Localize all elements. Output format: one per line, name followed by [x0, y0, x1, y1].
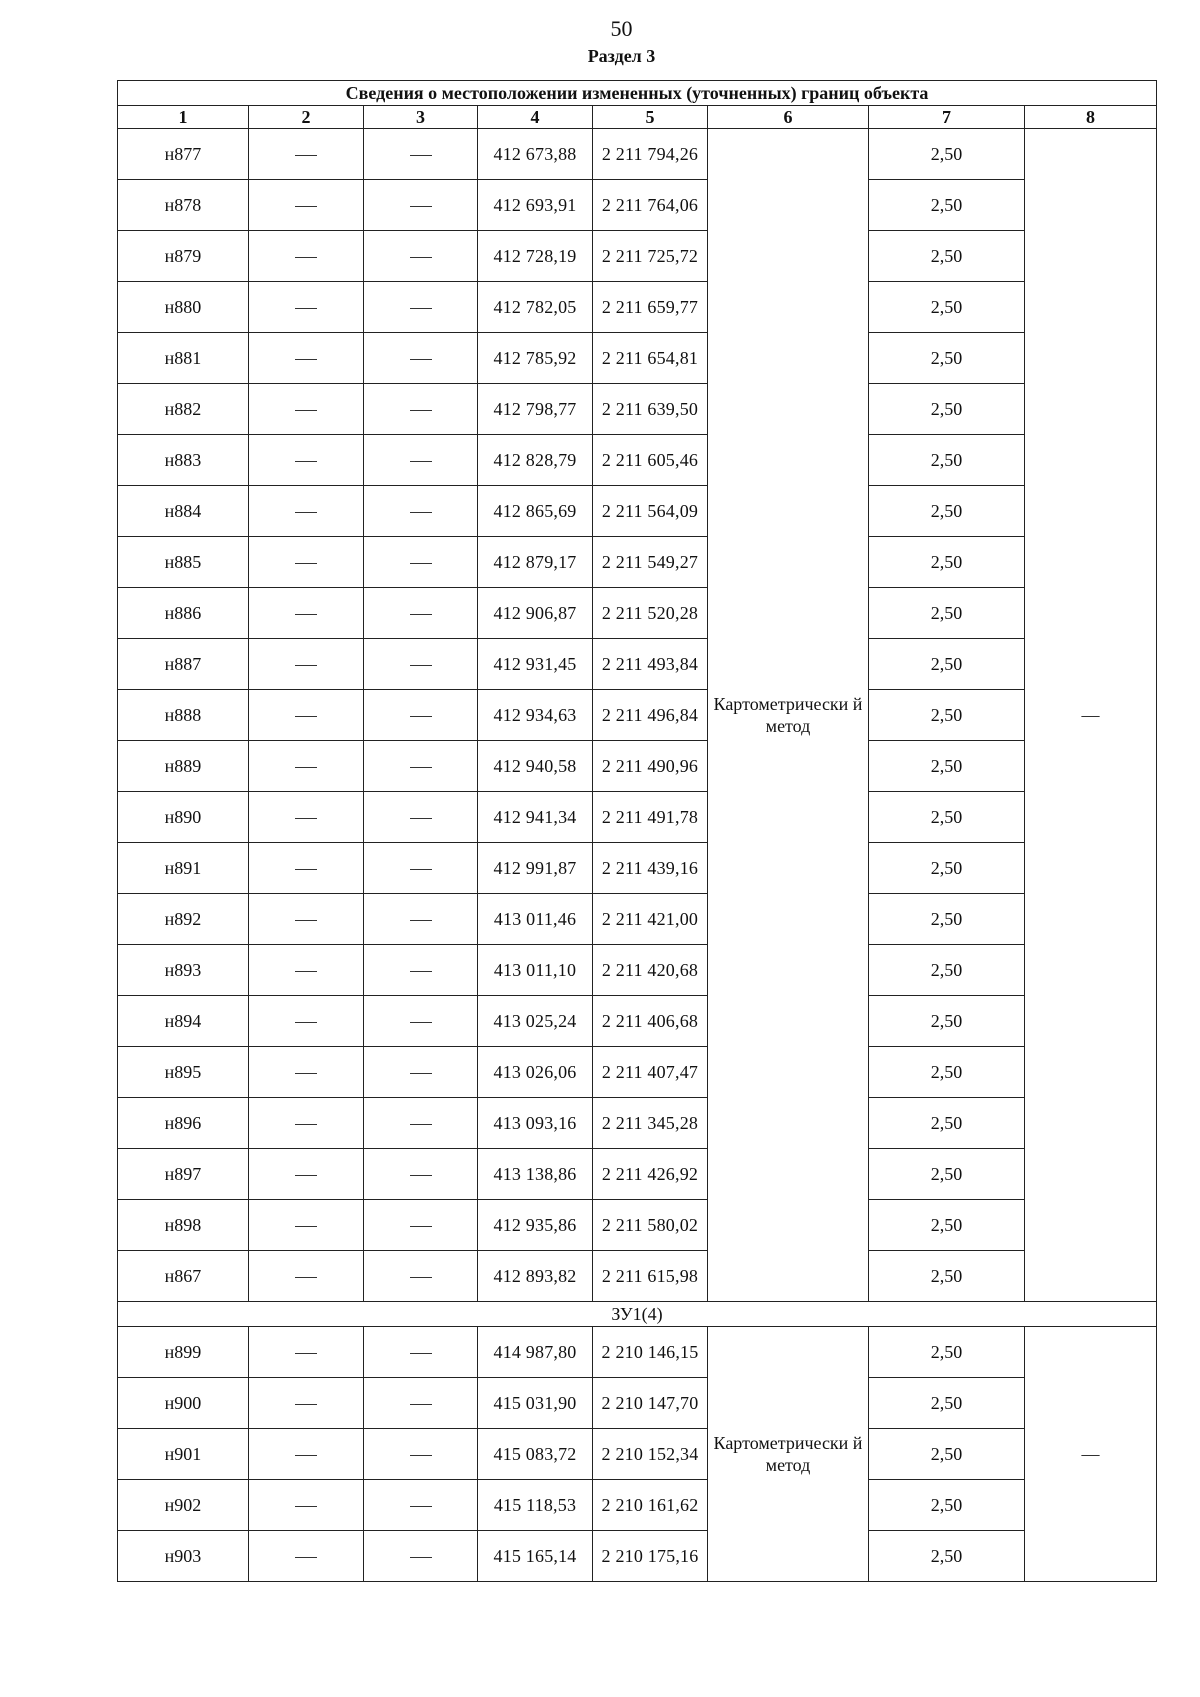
- point-name-cell: н885: [118, 537, 249, 588]
- dash-mark: [295, 1022, 317, 1023]
- coord-x-cell: 413 025,24: [478, 996, 593, 1047]
- coord-x-cell: 412 893,82: [478, 1251, 593, 1302]
- dash-mark: [410, 971, 432, 972]
- column-header-4: 4: [478, 106, 593, 129]
- dash-mark: [295, 461, 317, 462]
- col2-cell: [249, 843, 364, 894]
- dash-mark: [410, 1277, 432, 1278]
- accuracy-cell: 2,50: [869, 639, 1025, 690]
- accuracy-cell: 2,50: [869, 180, 1025, 231]
- table-row: [118, 435, 1157, 486]
- coord-x-cell: 412 782,05: [478, 282, 593, 333]
- coord-x-cell: 412 693,91: [478, 180, 593, 231]
- coord-x-cell: 412 785,92: [478, 333, 593, 384]
- col2-cell: [249, 129, 364, 180]
- column-header-7: 7: [869, 106, 1025, 129]
- dash-mark: [410, 1073, 432, 1074]
- dash-mark: [410, 818, 432, 819]
- dash-mark: [410, 665, 432, 666]
- dash-mark: [410, 869, 432, 870]
- accuracy-cell: 2,50: [869, 1098, 1025, 1149]
- dash-mark: [410, 1506, 432, 1507]
- dash-mark: [295, 818, 317, 819]
- accuracy-cell: 2,50: [869, 1251, 1025, 1302]
- coord-y-cell: 2 211 564,09: [593, 486, 708, 537]
- accuracy-cell: 2,50: [869, 333, 1025, 384]
- col2-cell: [249, 1480, 364, 1531]
- dash-mark: [295, 971, 317, 972]
- col2-cell: [249, 894, 364, 945]
- col3-cell: [364, 1098, 478, 1149]
- col2-cell: [249, 1149, 364, 1200]
- table-row: [118, 1251, 1157, 1302]
- col3-cell: [364, 690, 478, 741]
- col2-cell: [249, 945, 364, 996]
- coord-y-cell: 2 211 549,27: [593, 537, 708, 588]
- col3-cell: [364, 996, 478, 1047]
- dash-mark: [410, 308, 432, 309]
- dash-mark: [295, 716, 317, 717]
- table-row: [118, 588, 1157, 639]
- coord-x-cell: 412 673,88: [478, 129, 593, 180]
- section-title: Раздел 3: [587, 46, 656, 66]
- method-cell: Картометрически й метод: [708, 129, 869, 1302]
- boundary-coordinates-table: [117, 80, 1157, 1582]
- coord-x-cell: 415 118,53: [478, 1480, 593, 1531]
- col2-cell: [249, 333, 364, 384]
- accuracy-cell: 2,50: [869, 486, 1025, 537]
- dash-mark: [295, 1277, 317, 1278]
- col3-cell: [364, 1480, 478, 1531]
- dash-mark: [295, 1404, 317, 1405]
- dash-mark: [410, 512, 432, 513]
- coord-y-cell: 2 210 161,62: [593, 1480, 708, 1531]
- coord-y-cell: 2 211 491,78: [593, 792, 708, 843]
- accuracy-cell: 2,50: [869, 1480, 1025, 1531]
- col3-cell: [364, 1200, 478, 1251]
- dash-mark: [410, 767, 432, 768]
- col3-cell: [364, 741, 478, 792]
- table-row: [118, 1429, 1157, 1480]
- table-row: [118, 996, 1157, 1047]
- dash-mark: [295, 359, 317, 360]
- col3-cell: [364, 588, 478, 639]
- dash-mark: [295, 155, 317, 156]
- col2-cell: [249, 282, 364, 333]
- dash-mark: [295, 410, 317, 411]
- point-name-cell: н901: [118, 1429, 249, 1480]
- table-caption: Сведения о местоположении измененных (уточненных) границ объекта: [118, 81, 1157, 106]
- coord-y-cell: 2 210 175,16: [593, 1531, 708, 1582]
- accuracy-cell: 2,50: [869, 231, 1025, 282]
- point-name-cell: н889: [118, 741, 249, 792]
- point-name-cell: н881: [118, 333, 249, 384]
- col3-cell: [364, 180, 478, 231]
- accuracy-cell: 2,50: [869, 690, 1025, 741]
- point-name-cell: н880: [118, 282, 249, 333]
- accuracy-cell: 2,50: [869, 843, 1025, 894]
- table-body: [118, 129, 1157, 1582]
- accuracy-cell: 2,50: [869, 588, 1025, 639]
- table-row: [118, 690, 1157, 741]
- dash-mark: [410, 359, 432, 360]
- coord-y-cell: 2 211 605,46: [593, 435, 708, 486]
- group-label: ЗУ1(4): [118, 1302, 1157, 1327]
- col2-cell: [249, 741, 364, 792]
- col3-cell: [364, 282, 478, 333]
- point-name-cell: н883: [118, 435, 249, 486]
- table-row: [118, 129, 1157, 180]
- dash-mark: [410, 1353, 432, 1354]
- point-name-cell: н893: [118, 945, 249, 996]
- coord-y-cell: 2 211 794,26: [593, 129, 708, 180]
- table-row: [118, 741, 1157, 792]
- dash-mark: [410, 614, 432, 615]
- dash-mark: [410, 1022, 432, 1023]
- col3-cell: [364, 843, 478, 894]
- point-name-cell: н892: [118, 894, 249, 945]
- coord-y-cell: 2 211 406,68: [593, 996, 708, 1047]
- accuracy-cell: 2,50: [869, 537, 1025, 588]
- table-row: [118, 843, 1157, 894]
- col8-cell: —: [1025, 1327, 1157, 1582]
- col3-cell: [364, 894, 478, 945]
- coord-y-cell: 2 211 421,00: [593, 894, 708, 945]
- coord-x-cell: 412 906,87: [478, 588, 593, 639]
- dash-mark: [295, 563, 317, 564]
- col3-cell: [364, 792, 478, 843]
- dash-mark: [295, 1506, 317, 1507]
- col2-cell: [249, 1429, 364, 1480]
- page-number: 50: [610, 16, 633, 41]
- dash-mark: [410, 1226, 432, 1227]
- column-header-2: 2: [249, 106, 364, 129]
- col3-cell: [364, 639, 478, 690]
- col3-cell: [364, 435, 478, 486]
- dash-mark: [295, 308, 317, 309]
- col2-cell: [249, 435, 364, 486]
- coord-x-cell: 412 991,87: [478, 843, 593, 894]
- column-header-1: 1: [118, 106, 249, 129]
- col3-cell: [364, 1251, 478, 1302]
- point-name-cell: н899: [118, 1327, 249, 1378]
- table-row: [118, 1327, 1157, 1378]
- coord-y-cell: 2 211 520,28: [593, 588, 708, 639]
- coord-y-cell: 2 211 439,16: [593, 843, 708, 894]
- point-name-cell: н879: [118, 231, 249, 282]
- accuracy-cell: 2,50: [869, 1327, 1025, 1378]
- point-name-cell: н867: [118, 1251, 249, 1302]
- dash-mark: [295, 512, 317, 513]
- table-row: [118, 282, 1157, 333]
- point-name-cell: н886: [118, 588, 249, 639]
- dash-mark: [410, 1175, 432, 1176]
- col2-cell: [249, 1200, 364, 1251]
- table-row: [118, 894, 1157, 945]
- dash-mark: [410, 257, 432, 258]
- accuracy-cell: 2,50: [869, 1429, 1025, 1480]
- dash-mark: [410, 461, 432, 462]
- table-row: [118, 1531, 1157, 1582]
- accuracy-cell: 2,50: [869, 996, 1025, 1047]
- coord-y-cell: 2 211 407,47: [593, 1047, 708, 1098]
- col3-cell: [364, 1531, 478, 1582]
- coord-x-cell: 412 935,86: [478, 1200, 593, 1251]
- dash-mark: [295, 206, 317, 207]
- dash-mark: [295, 920, 317, 921]
- coord-x-cell: 413 138,86: [478, 1149, 593, 1200]
- coord-y-cell: 2 211 654,81: [593, 333, 708, 384]
- accuracy-cell: 2,50: [869, 129, 1025, 180]
- dash-mark: [410, 410, 432, 411]
- col3-cell: [364, 537, 478, 588]
- point-name-cell: н888: [118, 690, 249, 741]
- coord-y-cell: 2 211 659,77: [593, 282, 708, 333]
- col2-cell: [249, 1327, 364, 1378]
- col2-cell: [249, 639, 364, 690]
- col3-cell: [364, 945, 478, 996]
- coord-x-cell: 412 934,63: [478, 690, 593, 741]
- coord-x-cell: 412 940,58: [478, 741, 593, 792]
- col2-cell: [249, 996, 364, 1047]
- column-header-8: 8: [1025, 106, 1157, 129]
- coord-y-cell: 2 211 615,98: [593, 1251, 708, 1302]
- dash-mark: [295, 767, 317, 768]
- coord-x-cell: 414 987,80: [478, 1327, 593, 1378]
- col3-cell: [364, 1429, 478, 1480]
- table-row: [118, 1047, 1157, 1098]
- point-name-cell: н884: [118, 486, 249, 537]
- col2-cell: [249, 1251, 364, 1302]
- dash-mark: [295, 1455, 317, 1456]
- dash-mark: [295, 1124, 317, 1125]
- coord-x-cell: 413 011,10: [478, 945, 593, 996]
- col2-cell: [249, 537, 364, 588]
- accuracy-cell: 2,50: [869, 792, 1025, 843]
- coord-y-cell: 2 211 420,68: [593, 945, 708, 996]
- coord-y-cell: 2 210 147,70: [593, 1378, 708, 1429]
- dash-mark: [410, 206, 432, 207]
- point-name-cell: н877: [118, 129, 249, 180]
- point-name-cell: н882: [118, 384, 249, 435]
- col2-cell: [249, 1531, 364, 1582]
- coord-y-cell: 2 211 725,72: [593, 231, 708, 282]
- method-cell: Картометрически й метод: [708, 1327, 869, 1582]
- coord-y-cell: 2 211 490,96: [593, 741, 708, 792]
- coord-x-cell: 413 093,16: [478, 1098, 593, 1149]
- accuracy-cell: 2,50: [869, 435, 1025, 486]
- table-row: [118, 333, 1157, 384]
- dash-mark: [295, 665, 317, 666]
- coord-y-cell: 2 211 496,84: [593, 690, 708, 741]
- column-header-6: 6: [708, 106, 869, 129]
- point-name-cell: н903: [118, 1531, 249, 1582]
- col2-cell: [249, 792, 364, 843]
- coord-x-cell: 413 011,46: [478, 894, 593, 945]
- point-name-cell: н890: [118, 792, 249, 843]
- table-row: [118, 1378, 1157, 1429]
- accuracy-cell: 2,50: [869, 1200, 1025, 1251]
- point-name-cell: н878: [118, 180, 249, 231]
- dash-mark: [410, 1124, 432, 1125]
- accuracy-cell: 2,50: [869, 1378, 1025, 1429]
- dash-mark: [410, 155, 432, 156]
- coord-x-cell: 413 026,06: [478, 1047, 593, 1098]
- group-label-row: [118, 1302, 1157, 1327]
- dash-mark: [295, 1226, 317, 1227]
- col3-cell: [364, 1047, 478, 1098]
- coord-x-cell: 415 083,72: [478, 1429, 593, 1480]
- dash-mark: [410, 920, 432, 921]
- dash-mark: [410, 1455, 432, 1456]
- table-row: [118, 1480, 1157, 1531]
- col3-cell: [364, 1378, 478, 1429]
- table-row: [118, 231, 1157, 282]
- accuracy-cell: 2,50: [869, 894, 1025, 945]
- point-name-cell: н894: [118, 996, 249, 1047]
- table-row: [118, 1098, 1157, 1149]
- coord-y-cell: 2 210 146,15: [593, 1327, 708, 1378]
- coord-y-cell: 2 211 493,84: [593, 639, 708, 690]
- table-row: [118, 792, 1157, 843]
- dash-mark: [410, 716, 432, 717]
- coord-x-cell: 412 828,79: [478, 435, 593, 486]
- col3-cell: [364, 333, 478, 384]
- column-header-row: [118, 106, 1157, 129]
- point-name-cell: н898: [118, 1200, 249, 1251]
- dash-mark: [295, 257, 317, 258]
- point-name-cell: н896: [118, 1098, 249, 1149]
- col8-cell: —: [1025, 129, 1157, 1302]
- accuracy-cell: 2,50: [869, 741, 1025, 792]
- table-row: [118, 945, 1157, 996]
- coord-x-cell: 412 879,17: [478, 537, 593, 588]
- col3-cell: [364, 1149, 478, 1200]
- accuracy-cell: 2,50: [869, 1149, 1025, 1200]
- dash-mark: [295, 1557, 317, 1558]
- table-row: [118, 384, 1157, 435]
- dash-mark: [410, 563, 432, 564]
- dash-mark: [295, 1175, 317, 1176]
- accuracy-cell: 2,50: [869, 1047, 1025, 1098]
- col3-cell: [364, 486, 478, 537]
- col3-cell: [364, 1327, 478, 1378]
- point-name-cell: н895: [118, 1047, 249, 1098]
- col2-cell: [249, 384, 364, 435]
- coord-x-cell: 412 941,34: [478, 792, 593, 843]
- dash-mark: [410, 1404, 432, 1405]
- point-name-cell: н897: [118, 1149, 249, 1200]
- table-row: [118, 1149, 1157, 1200]
- accuracy-cell: 2,50: [869, 282, 1025, 333]
- point-name-cell: н887: [118, 639, 249, 690]
- col2-cell: [249, 231, 364, 282]
- col2-cell: [249, 690, 364, 741]
- col3-cell: [364, 231, 478, 282]
- point-name-cell: н891: [118, 843, 249, 894]
- col2-cell: [249, 486, 364, 537]
- coord-y-cell: 2 211 345,28: [593, 1098, 708, 1149]
- dash-mark: [295, 1353, 317, 1354]
- table-row: [118, 1200, 1157, 1251]
- coord-x-cell: 415 031,90: [478, 1378, 593, 1429]
- coord-x-cell: 412 865,69: [478, 486, 593, 537]
- column-header-5: 5: [593, 106, 708, 129]
- col3-cell: [364, 129, 478, 180]
- coord-x-cell: 412 798,77: [478, 384, 593, 435]
- accuracy-cell: 2,50: [869, 384, 1025, 435]
- col2-cell: [249, 1378, 364, 1429]
- col2-cell: [249, 1047, 364, 1098]
- col2-cell: [249, 1098, 364, 1149]
- dash-mark: [295, 1073, 317, 1074]
- column-header-3: 3: [364, 106, 478, 129]
- coord-y-cell: 2 211 764,06: [593, 180, 708, 231]
- coord-y-cell: 2 211 426,92: [593, 1149, 708, 1200]
- dash-mark: [295, 869, 317, 870]
- coord-x-cell: 412 931,45: [478, 639, 593, 690]
- accuracy-cell: 2,50: [869, 1531, 1025, 1582]
- col3-cell: [364, 384, 478, 435]
- coord-x-cell: 415 165,14: [478, 1531, 593, 1582]
- coord-y-cell: 2 210 152,34: [593, 1429, 708, 1480]
- point-name-cell: н900: [118, 1378, 249, 1429]
- coord-y-cell: 2 211 580,02: [593, 1200, 708, 1251]
- dash-mark: [295, 614, 317, 615]
- table-row: [118, 639, 1157, 690]
- point-name-cell: н902: [118, 1480, 249, 1531]
- table-row: [118, 537, 1157, 588]
- col2-cell: [249, 588, 364, 639]
- coord-x-cell: 412 728,19: [478, 231, 593, 282]
- table-row: [118, 180, 1157, 231]
- accuracy-cell: 2,50: [869, 945, 1025, 996]
- col2-cell: [249, 180, 364, 231]
- coord-y-cell: 2 211 639,50: [593, 384, 708, 435]
- dash-mark: [410, 1557, 432, 1558]
- table-row: [118, 486, 1157, 537]
